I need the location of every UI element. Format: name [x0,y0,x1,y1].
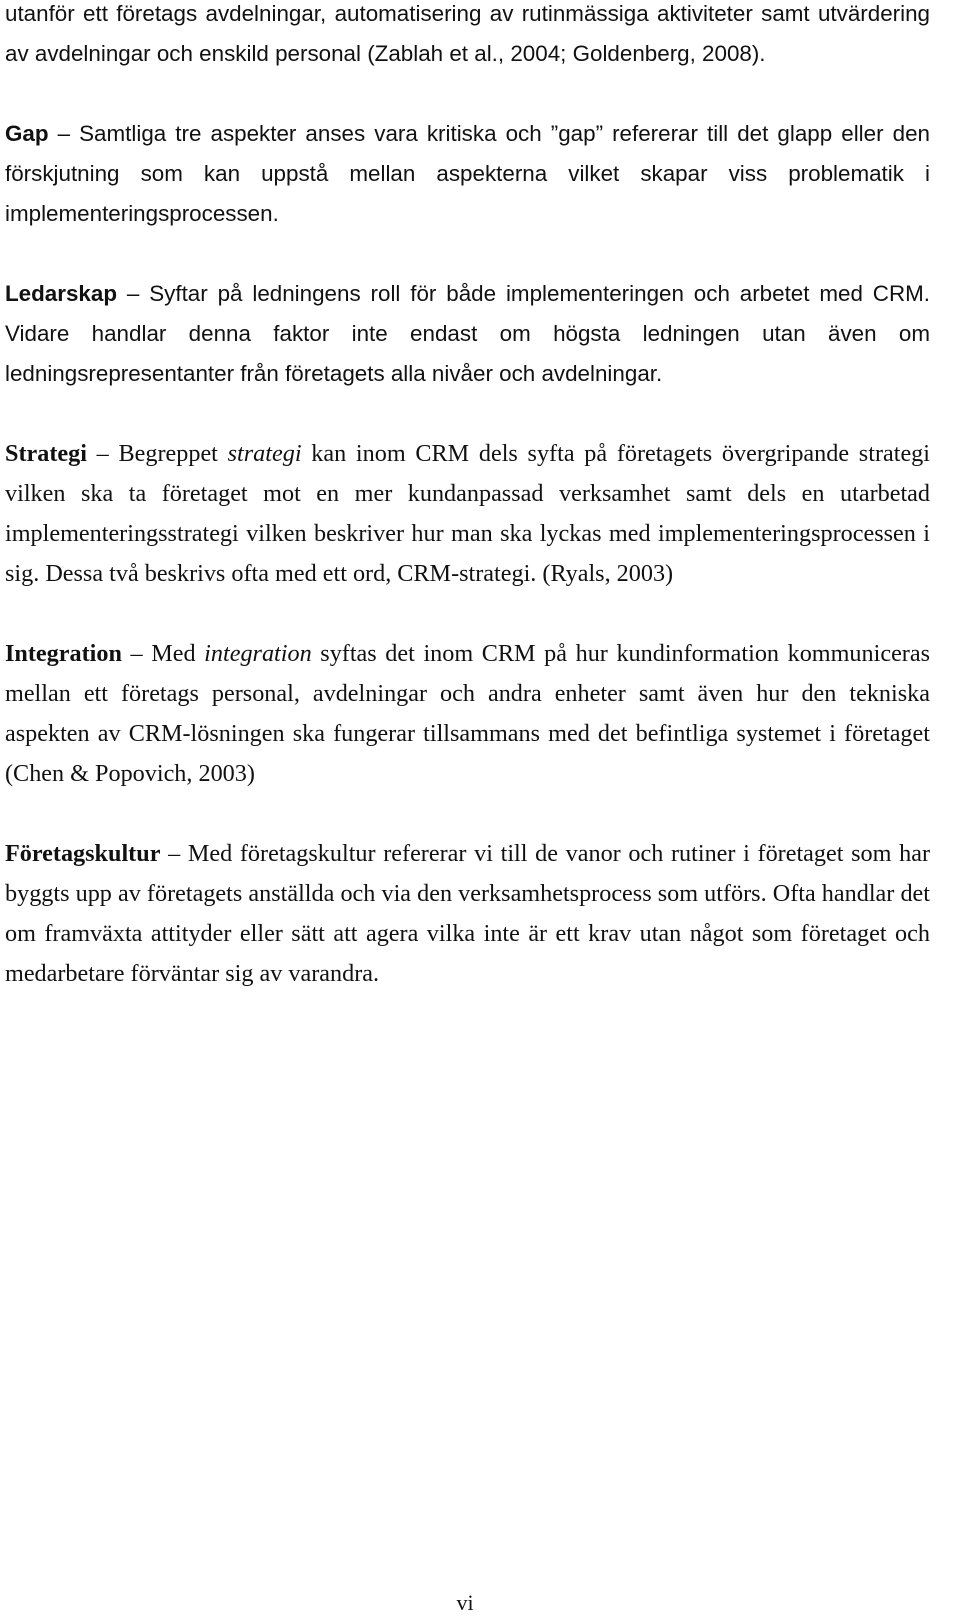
strategi-text-after: kan inom CRM dels syfta på företagets övergripande strategi vilken ska ta företaget mot en mer kundanpassad verksamhet samt dels en utarbetad implementeringsstrategi vilken beskriver hur man ska lyckas med implementeringsprocessen i sig. Dessa två beskrivs ofta med ett ord, CRM-strategi. (Ryals, 2003) [5,440,930,587]
foretagskultur-dash: – [160,840,188,867]
foretagskultur-text: Med företagskultur refererar vi till de vanor och rutiner i företaget som har byggts upp av företagets anställda och via den verksamhetsprocess som utförs. Ofta handlar det om framväxta attityder eller sätt att agera vilka inte är ett krav utan något som företaget och medarbetare förväntar sig av varandra. [5,840,930,987]
integration-term: Integration [5,640,122,667]
intro-text: utanför ett företags avdelningar, automatisering av rutinmässiga aktiviteter samt utvärdering av avdelningar och enskild personal (Zablah et al., 2004; Goldenberg, 2008). [5,1,930,66]
ledarskap-dash: – [117,281,150,306]
page-number: vi [456,1590,474,1615]
ledarskap-text: Syftar på ledningens roll för både implementeringen och arbetet med CRM. Vidare handlar denna faktor inte endast om högsta ledningen utan även om ledningsrepresentanter från företagets alla nivåer och avdelningar. [5,281,930,386]
integration-paragraph [5,634,930,794]
integration-text-before: Med [151,640,205,667]
gap-paragraph [5,114,930,234]
strategi-term: Strategi [5,440,87,467]
strategi-italic-term: strategi [227,440,302,467]
ledarskap-paragraph [5,274,930,394]
ledarskap-term: Ledarskap [5,281,118,306]
gap-dash: – [48,121,80,146]
foretagskultur-term: Företagskultur [5,840,161,867]
integration-italic-term: integration [204,640,312,667]
integration-text-after: syftas det inom CRM på hur kundinformation kommuniceras mellan ett företags personal, avdelningar och andra enheter samt även hur den tekniska aspekten av CRM-lösningen ska fungerar tillsammans med det befintliga systemet i företaget (Chen & Popovich, 2003) [5,640,931,787]
document-body [5,0,930,994]
intro-paragraph [5,0,930,74]
integration-dash: – [121,640,152,667]
gap-text: Samtliga tre aspekter anses vara kritiska och ”gap” refererar till det glapp eller den förskjutning som kan uppstå mellan aspekterna vilket skapar viss problematik i implementeringsprocessen. [5,121,930,226]
strategi-paragraph [5,434,930,594]
foretagskultur-paragraph [5,834,930,994]
gap-term: Gap [5,121,49,146]
strategi-dash: – [86,440,119,467]
strategi-text-before: Begreppet [118,440,228,467]
